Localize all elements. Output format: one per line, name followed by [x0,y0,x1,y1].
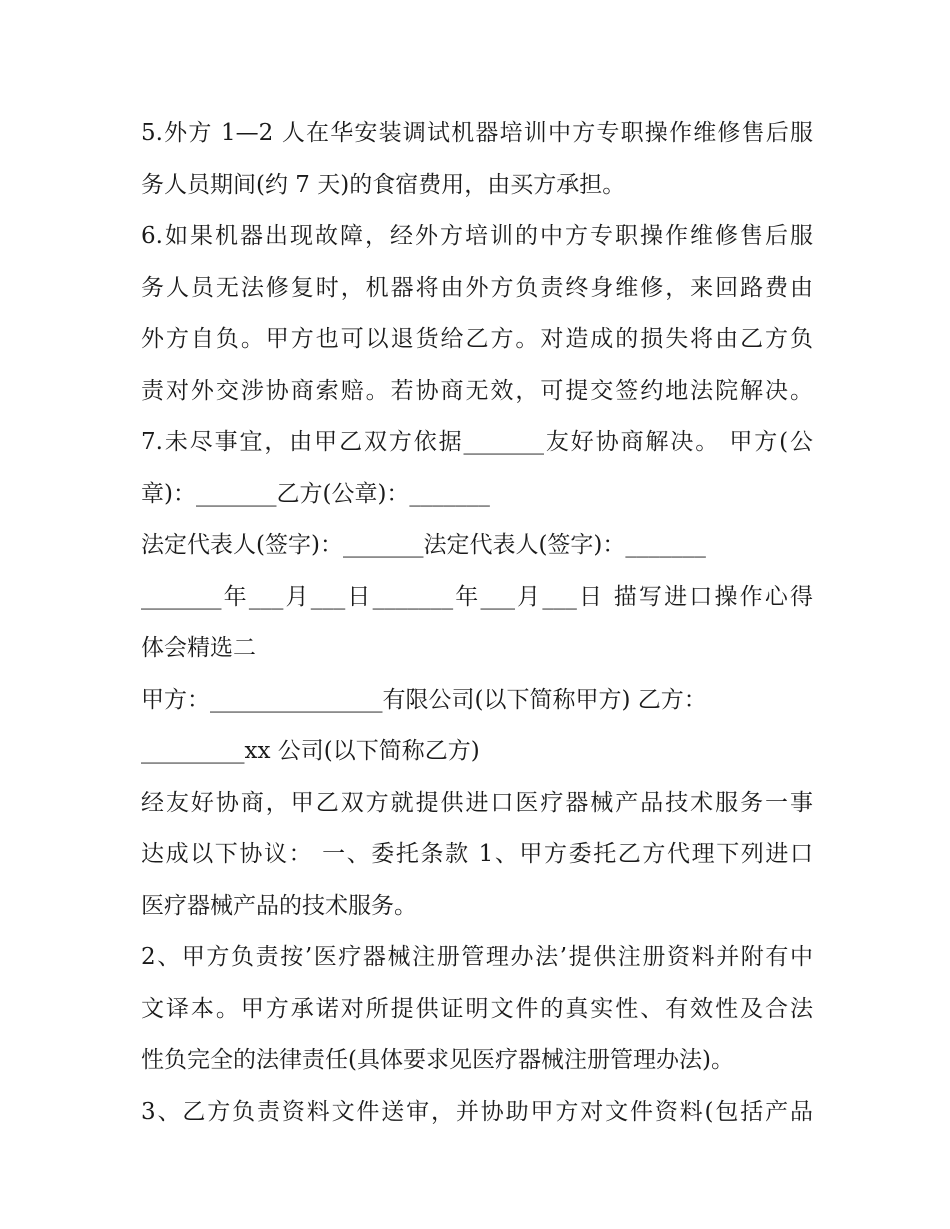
text-line: 务人员期间(约 7 天)的食宿费用，由买方承担。 [141,171,626,198]
text-line: 章)：_______乙方(公章)：_______ [141,480,490,507]
text-line: 3、乙方负责资料文件送审，并协助甲方对文件资料(包括产品 [141,1098,813,1125]
text-line: 法定代表人(签字)：_______法定代表人(签字)：_______ [141,532,706,558]
text-line: 务人员无法修复时，机器将由外方负责终身维修，来回路费由 [141,274,813,301]
text-line: 经友好协商，甲乙双方就提供进口医疗器械产品技术服务一事 [141,789,813,816]
text-line: 7.未尽事宜，由甲乙双方依据_______友好协商解决。 甲方(公 [141,429,813,455]
text-line: 甲方：_______________有限公司(以下简称甲方) 乙方： [141,686,707,713]
text-line: 医疗器械产品的技术服务。 [141,892,417,919]
text-line: 体会精选二 [141,635,256,661]
text-line: _______年___月___日_______年___月___日 描写进口操作心得 [141,583,813,610]
text-line: _________xx 公司(以下简称乙方) [141,738,480,764]
text-line: 外方自负。甲方也可以退货给乙方。对造成的损失将由乙方负 [141,326,813,352]
text-line: 达成以下协议： 一、委托条款 1、甲方委托乙方代理下列进口 [141,841,813,867]
text-line: 6.如果机器出现故障，经外方培训的中方专职操作维修售后服 [141,223,813,249]
text-line: 2、甲方负责按’医疗器械注册管理办法’提供注册资料并附有中 [141,944,813,970]
text-line: 性负完全的法律责任(具体要求见医疗器械注册管理办法)。 [141,1047,734,1073]
text-line: 5.外方 1—2 人在华安装调试机器培训中方专职操作维修售后服 [141,120,813,146]
document-body [141,108,813,1138]
text-line: 文译本。甲方承诺对所提供证明文件的真实性、有效性及合法 [141,995,813,1022]
text-line: 责对外交涉协商索赔。若协商无效，可提交签约地法院解决。 [141,377,813,404]
